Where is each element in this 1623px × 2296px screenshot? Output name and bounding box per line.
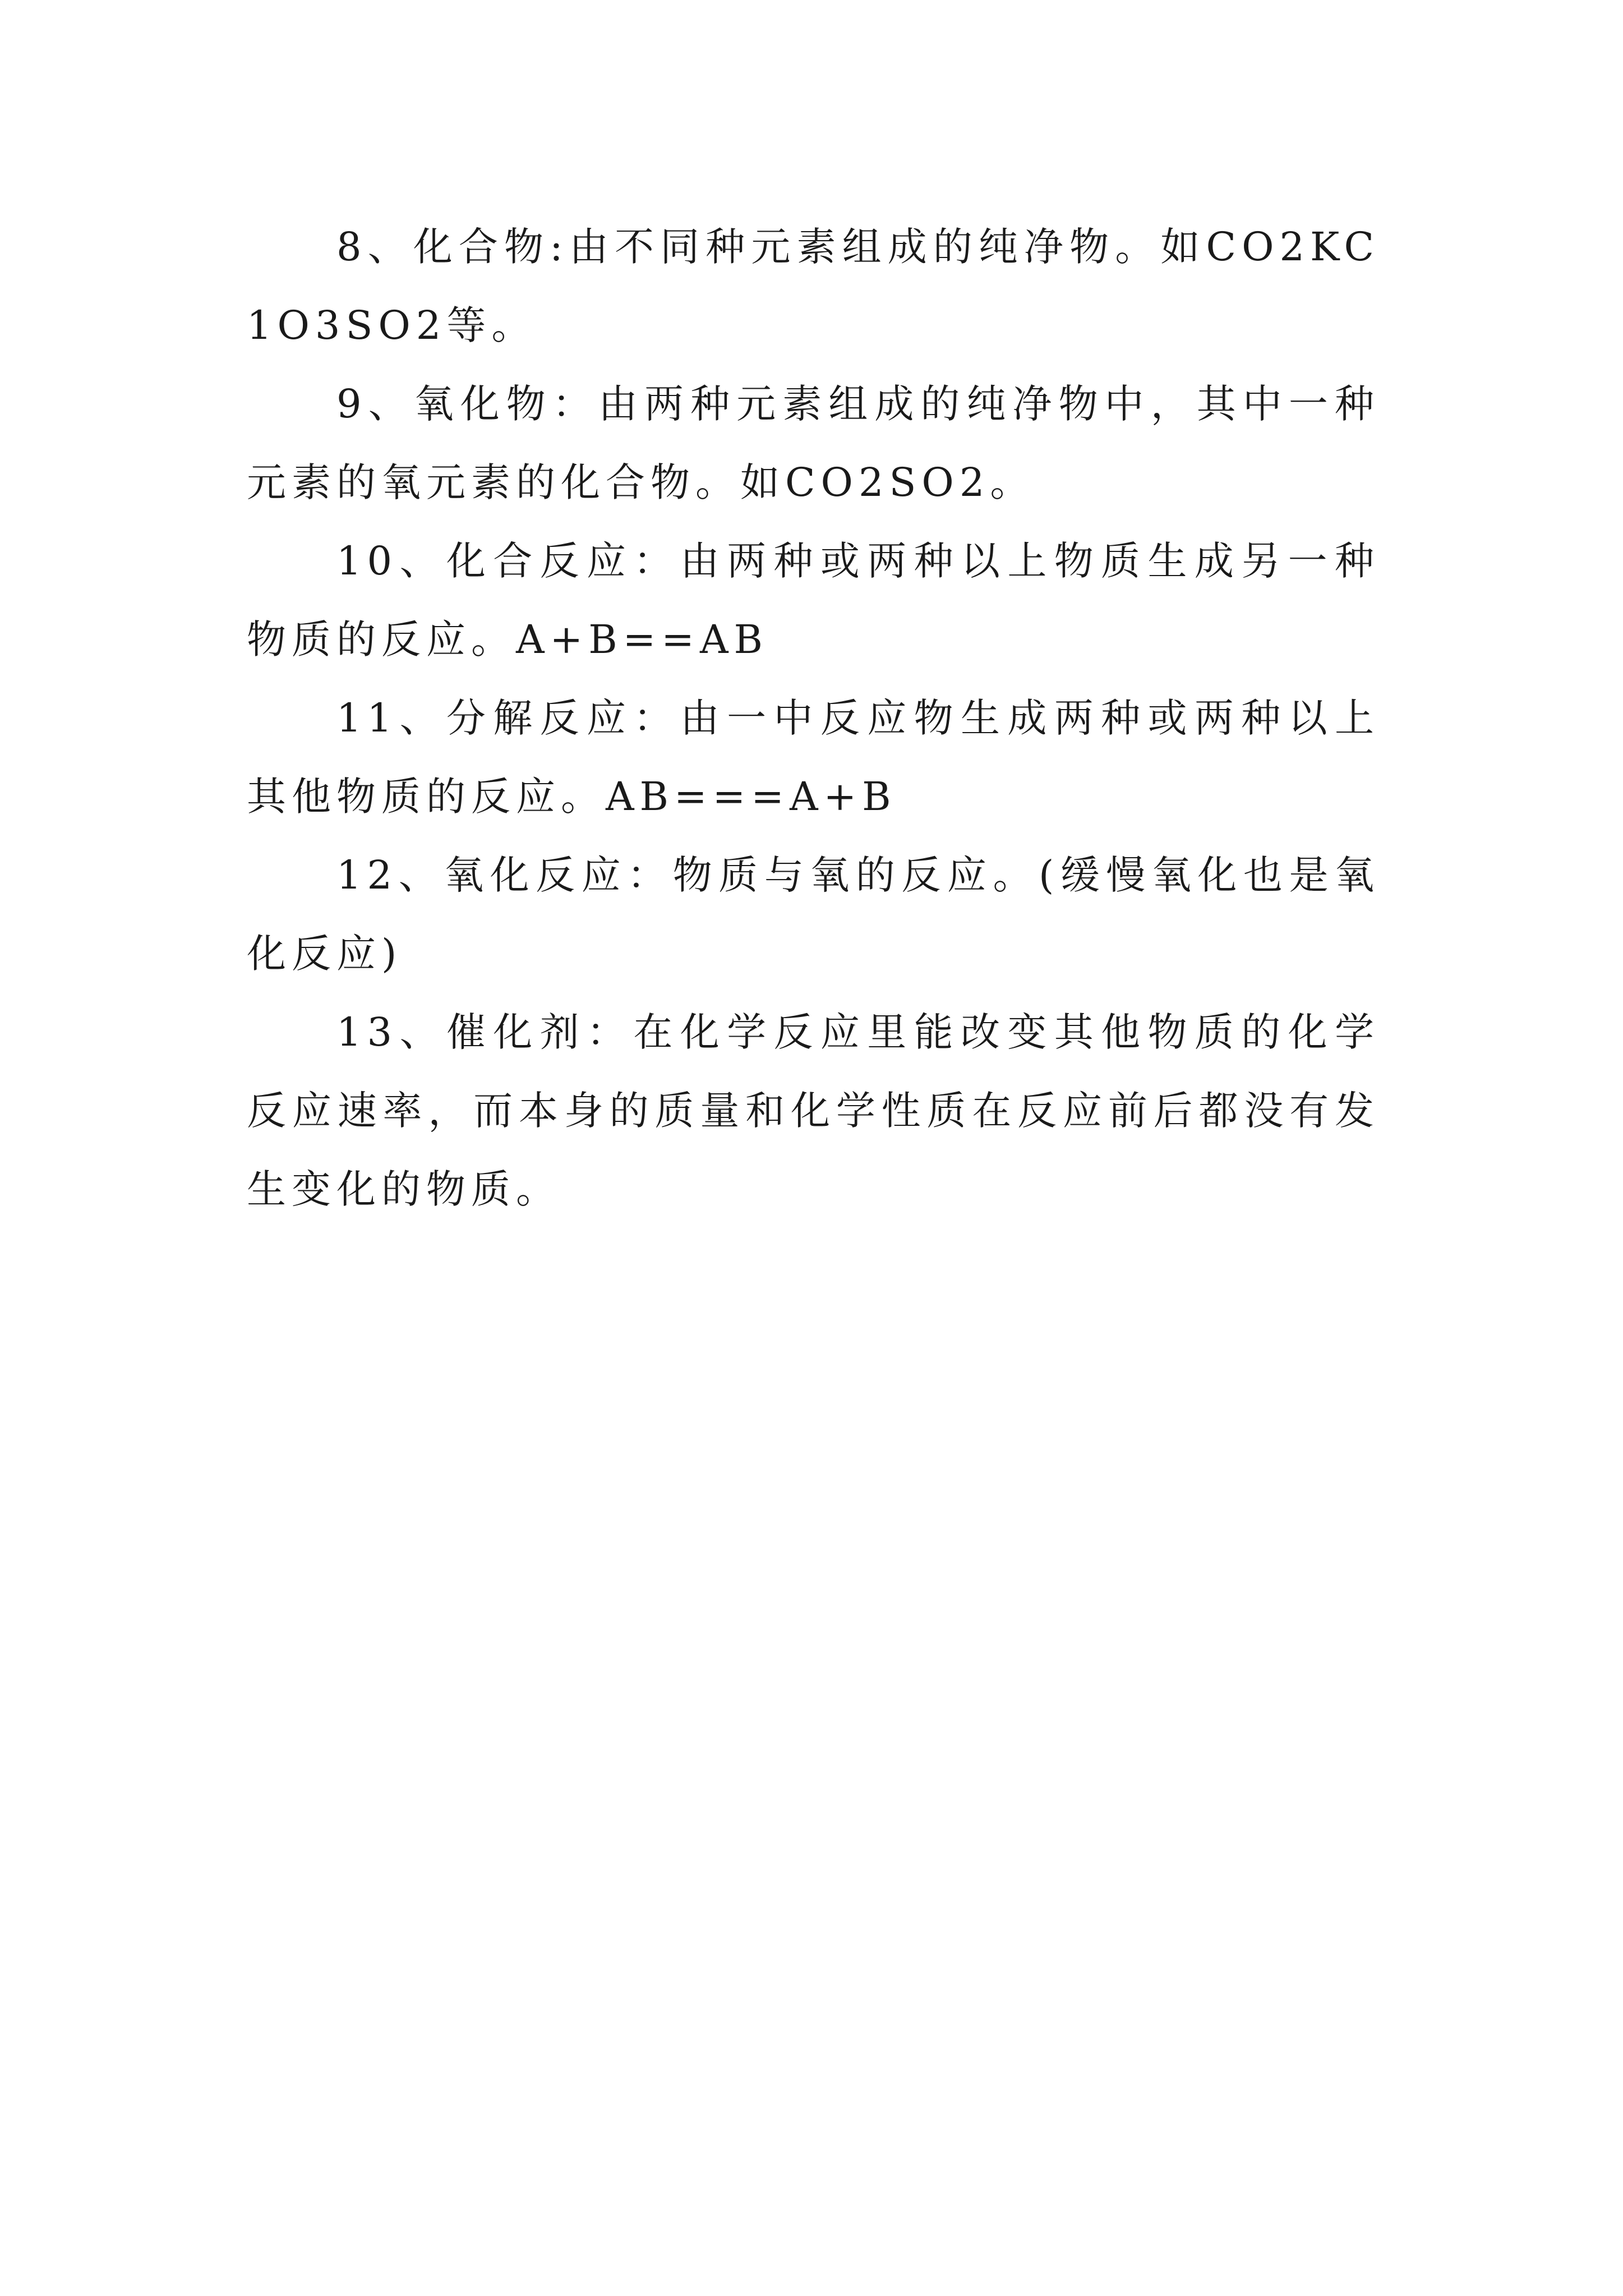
document-body: [247, 208, 1380, 1228]
definition-decomposition-reaction: 11、分解反应：由一中反应物生成两种或两种以上其他物质的反应。AB===A+B: [247, 695, 1380, 820]
definition-oxidation-reaction: 12、氧化反应：物质与氧的反应。(缓慢氧化也是氧化反应): [247, 852, 1380, 977]
definition-compound: 8、化合物:由不同种元素组成的纯净物。如CO2KC1O3SO2等。: [247, 224, 1380, 348]
definition-combination-reaction: 10、化合反应：由两种或两种以上物质生成另一种物质的反应。A+B==AB: [247, 538, 1380, 662]
definition-catalyst: 13、催化剂：在化学反应里能改变其他物质的化学反应速率，而本身的质量和化学性质在反应前后都没有发生变化的物质。: [247, 1009, 1380, 1212]
definition-oxide: 9、氧化物：由两种元素组成的纯净物中，其中一种元素的氧元素的化合物。如CO2SO2。: [247, 381, 1380, 505]
